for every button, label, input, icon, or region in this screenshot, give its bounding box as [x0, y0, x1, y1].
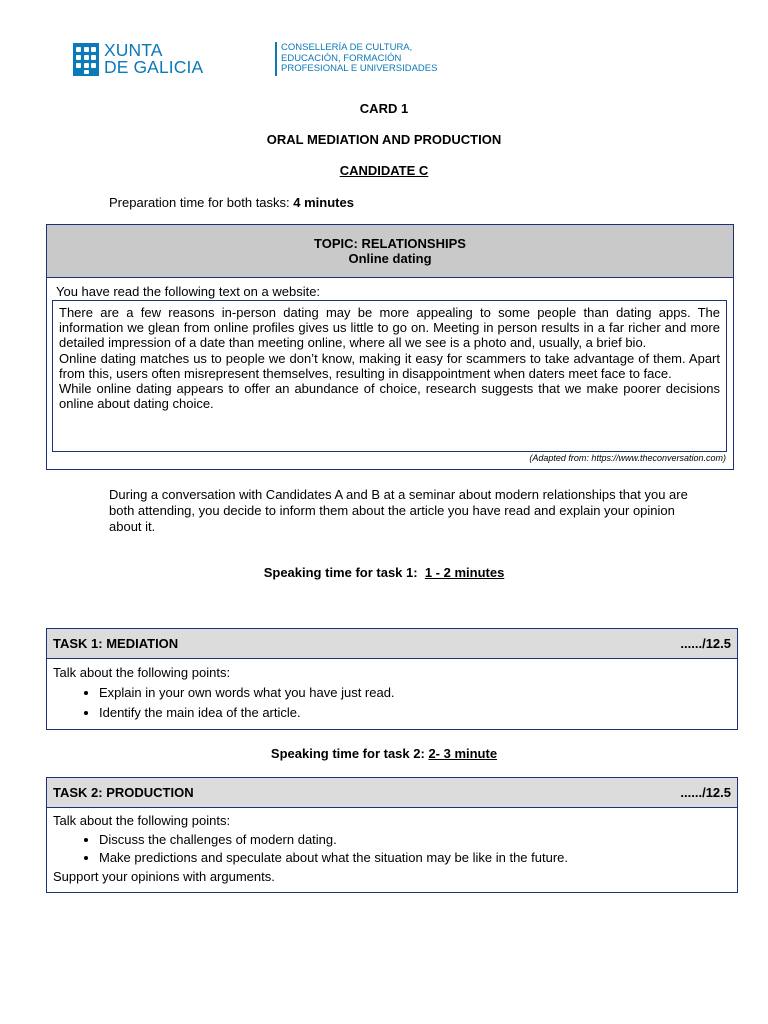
task-1-body — [47, 659, 737, 729]
topic-intro: You have read the following text on a website: — [56, 284, 321, 299]
speaking-time-task-2-value: 2- 3 minute — [428, 746, 498, 761]
task-1-intro: Talk about the following points: — [53, 665, 231, 680]
speaking-time-task-1: Speaking time for task 1: 1 - 2 minutes — [263, 565, 505, 580]
article-paragraph: There are a few reasons in-person dating may be more appealing to some people than dating apps. The information we glean from online profiles gives us little to go on. Meeting in person results in a far richer and more detailed impression of a date than meeting online, where all we see is a photo and, usually, a brief bio. — [59, 305, 720, 351]
speaking-time-task-1-value: 1 - 2 minutes — [424, 565, 505, 580]
task-2-header — [47, 778, 737, 808]
card-title: CARD 1 — [359, 101, 409, 116]
list-item: • Identify the main idea of the article. — [99, 703, 731, 723]
task-2-box — [46, 777, 738, 893]
topic-title: TOPIC: RELATIONSHIPS — [314, 236, 466, 251]
list-item: • Make predictions and speculate about what the situation may be like in the future. — [99, 849, 731, 868]
task-1-title: TASK 1: MEDIATION — [53, 636, 179, 651]
article-source: (Adapted from: https://www.theconversation.com) — [529, 453, 726, 463]
logo-department: CONSELLERÍA DE CULTURA, EDUCACIÓN, FORMACIÓN PROFESIONAL E UNIVERSIDADES — [281, 42, 438, 74]
task-2-closing: Support your opinions with arguments. — [53, 868, 275, 884]
task-2-body — [47, 808, 737, 892]
task-2-points — [53, 831, 731, 868]
task-1-score: ....../12.5 — [680, 636, 731, 651]
task-1-header — [47, 629, 737, 659]
logo-name: XUNTA DE GALICIA — [104, 40, 204, 77]
section-title: ORAL MEDIATION AND PRODUCTION — [266, 132, 502, 147]
list-item: • Explain in your own words what you have just read. — [99, 683, 731, 703]
preparation-time-value: 4 minutes — [293, 195, 354, 210]
topic-box — [46, 224, 734, 470]
article-paragraph: While online dating appears to offer an abundance of choice, research suggests that we make poorer decisions online about dating choice. — [59, 381, 720, 412]
article-text — [52, 300, 727, 452]
task-2-score: ....../12.5 — [680, 785, 731, 800]
logo-divider — [275, 42, 277, 76]
task-2-intro: Talk about the following points: — [53, 813, 231, 828]
scenario-text: During a conversation with Candidates A and B at a seminar about modern relationships that you are both attending, you decide to inform them about the article you have read and explain your opinion about it. — [109, 487, 688, 534]
preparation-time: Preparation time for both tasks: 4 minutes — [109, 195, 354, 210]
galicia-emblem-icon — [73, 43, 99, 76]
task-2-title: TASK 2: PRODUCTION — [53, 785, 194, 800]
article-paragraph: Online dating matches us to people we don’t know, making it easy for scammers to take advantage of them. Apart from this, users often misrepresent themselves, resulting in disappointment when daters meet face to face. — [59, 350, 720, 381]
speaking-time-task-2: Speaking time for task 2: 2- 3 minute — [270, 746, 498, 761]
task-1-box — [46, 628, 738, 730]
topic-subtitle: Online dating — [348, 251, 432, 266]
task-1-points — [53, 683, 731, 723]
xunta-de-galicia-logo — [73, 40, 438, 78]
candidate-heading: CANDIDATE C — [339, 163, 429, 178]
topic-header — [47, 225, 733, 278]
list-item: • Discuss the challenges of modern dating. — [99, 831, 731, 850]
